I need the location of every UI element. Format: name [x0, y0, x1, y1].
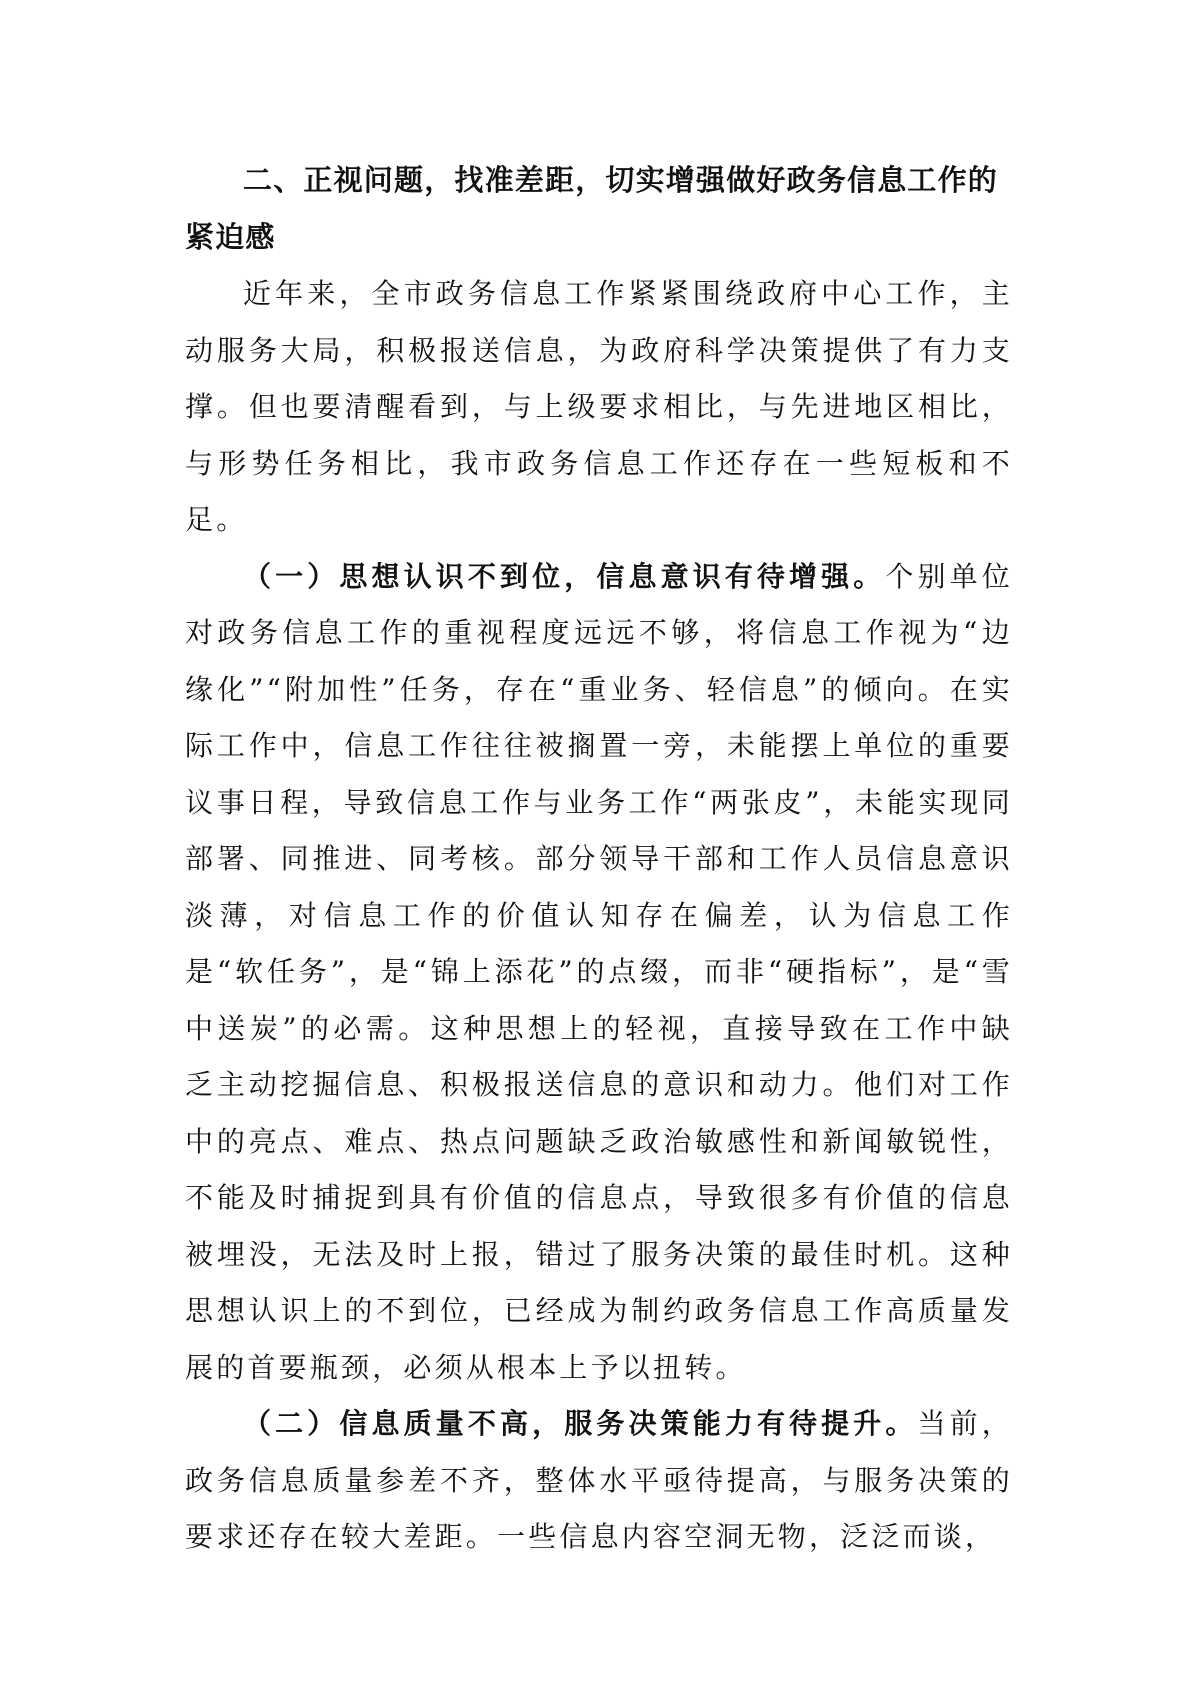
document-body [185, 152, 1013, 1566]
section-1-paragraph [185, 549, 1013, 1397]
section-2-body: 当前，政务信息质量参差不齐，整体水平亟待提高，与服务决策的要求还存在较大差距。一些信息内容空洞无物，泛泛而谈， [185, 1407, 1014, 1553]
section-1-title: （一）思想认识不到位，信息意识有待增强。 [243, 559, 886, 593]
section-2-title: （二）信息质量不高，服务决策能力有待提升。 [243, 1407, 918, 1440]
section-2-paragraph [185, 1396, 1013, 1566]
intro-paragraph: 近年来，全市政务信息工作紧紧围绕政府中心工作，主动服务大局，积极报送信息，为政府科学决策提供了有力支撑。但也要清醒看到，与上级要求相比，与先进地区相比，与形势任务相比，我市政务信息工作还存在一些短板和不足。 [185, 277, 1013, 536]
section-1-body: 个别单位对政务信息工作的重视程度远远不够，将信息工作视为“边缘化”“附加性”任务，存在“重业务、轻信息”的倾向。在实际工作中，信息工作往往被搁置一旁，未能摆上单位的重要议事日程，导致信息工作与业务工作“两张皮”，未能实现同部署、同推进、同考核。部分领导干部和工作人员信息意识淡薄，对信息工作的价值认知存在偏差，认为信息工作是“软任务”，是“锦上添花”的点缀，而非“硬指标”，是“雪中送炭”的必需。这种思想上的轻视，直接导致在工作中缺乏主动挖掘信息、积极报送信息的意识和动力。他们对工作中的亮点、难点、热点问题缺乏政治敏感性和新闻敏锐性，不能及时捕捉到具有价值的信息点，导致很多有价值的信息被埋没，无法及时上报，错过了服务决策的最佳时机。这种思想认识上的不到位，已经成为制约政务信息工作高质量发展的首要瓶颈，必须从根本上予以扭转。 [185, 559, 1013, 1384]
section-heading: 二、正视问题，找准差距，切实增强做好政务信息工作的紧迫感 [185, 163, 999, 254]
